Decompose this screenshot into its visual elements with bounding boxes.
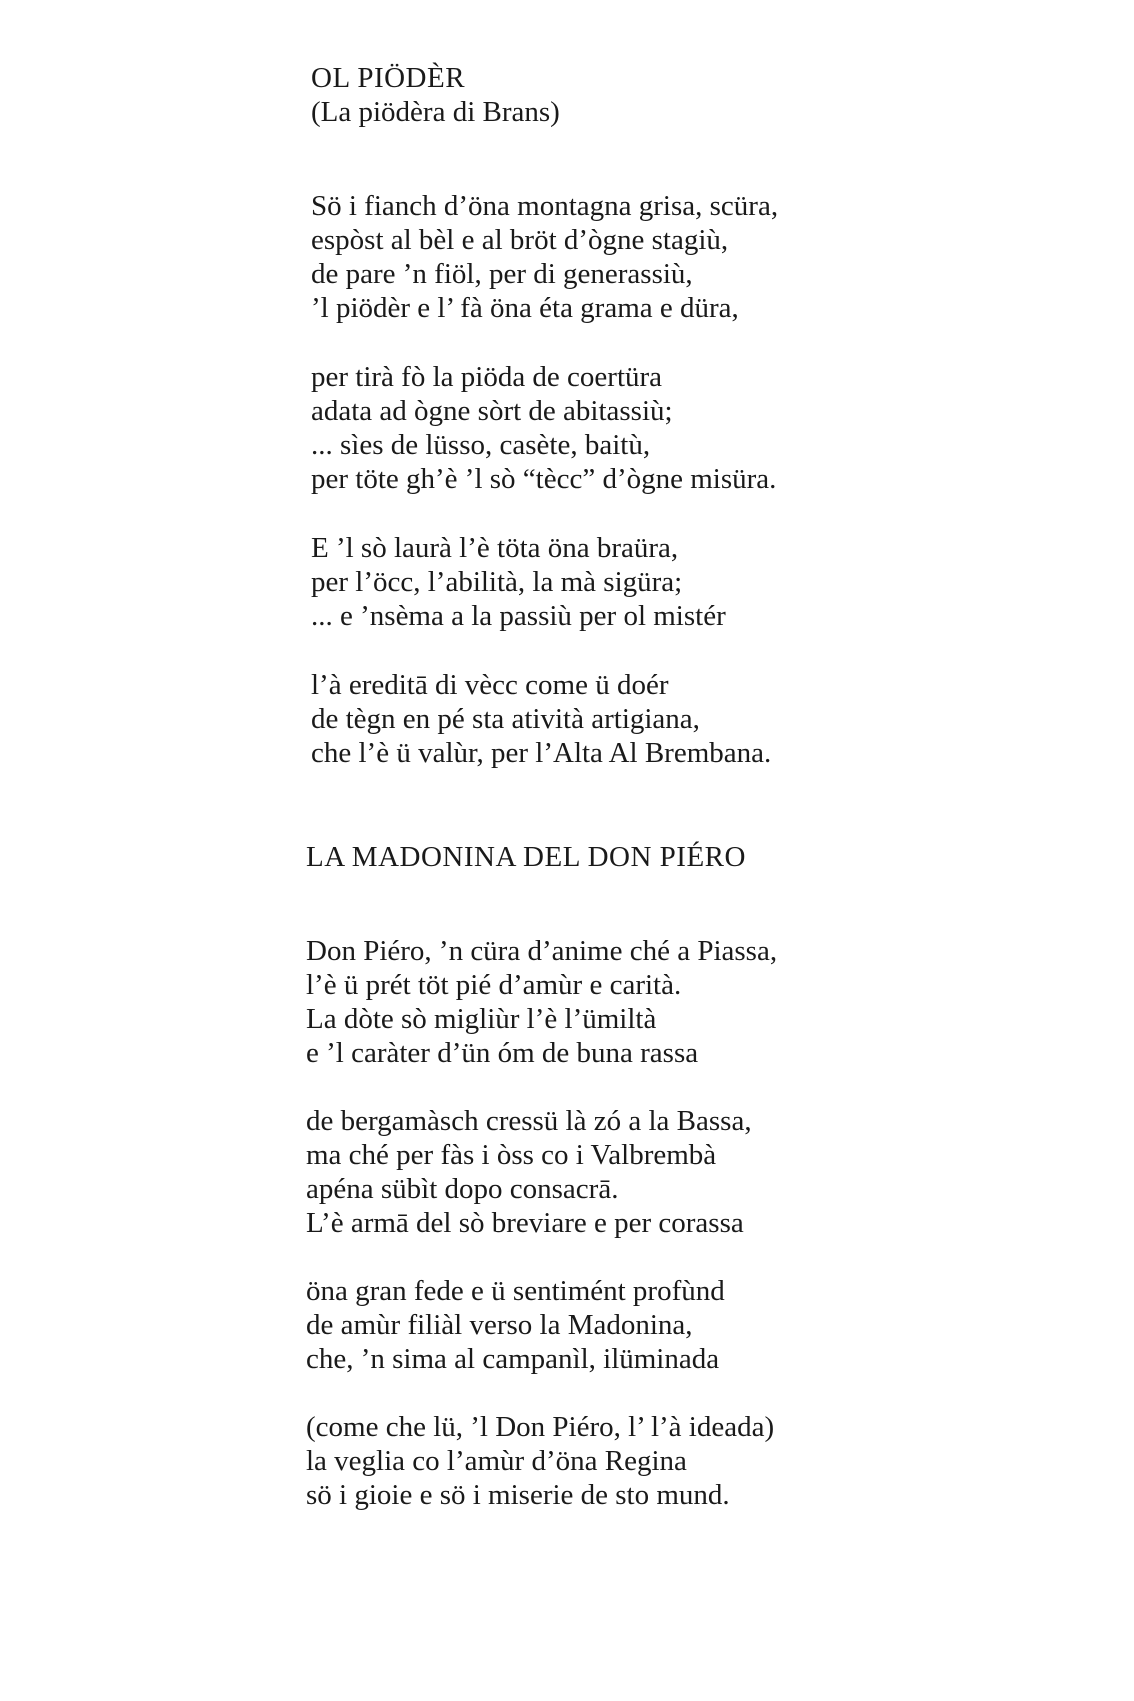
verse-line: apéna sübìt dopo consacrā. — [306, 1173, 619, 1205]
verse-line: che l’è ü valùr, per l’Alta Al Brembana. — [311, 737, 772, 769]
verse-line: de bergamàsch cressü là zó a la Bassa, — [306, 1105, 752, 1137]
verse-line: per töte gh’è ’l sò “tècc” d’ògne misüra. — [311, 463, 777, 495]
stanza — [306, 934, 777, 1070]
verse-line: öna gran fede e ü sentimént profùnd — [306, 1275, 725, 1307]
verse-line: ma ché per fàs i òss co i Valbrembà — [306, 1139, 717, 1171]
stanza — [306, 1410, 777, 1512]
verse-line: adata ad ògne sòrt de abitassiù; — [311, 395, 673, 427]
verse-line: la veglia co l’amùr d’öna Regina — [306, 1445, 687, 1477]
stanza — [311, 360, 778, 496]
poem-header — [306, 840, 746, 874]
stanza — [311, 531, 778, 633]
verse-line: Sö i fianch d’öna montagna grisa, scüra, — [311, 190, 779, 222]
verse-line: de tègn en pé sta atività artigiana, — [311, 703, 700, 735]
verse-line: e ’l caràter d’ün óm de buna rassa — [306, 1037, 699, 1069]
poem-subtitle: (La piödèra di Brans) — [311, 96, 560, 128]
verse-line: che, ’n sima al campanìl, ilüminada — [306, 1343, 720, 1375]
poem-body — [306, 934, 777, 1512]
poem-title: OL PIÖDÈR — [311, 62, 466, 94]
poem-title: LA MADONINA DEL DON PIÉRO — [306, 841, 746, 873]
verse-line: ... sìes de lüsso, casète, baitù, — [311, 429, 651, 461]
verse-line: E ’l sò laurà l’è töta öna braüra, — [311, 532, 679, 564]
verse-line: l’è ü prét töt pié d’amùr e carità. — [306, 969, 682, 1001]
verse-line: La dòte sò migliùr l’è l’ümiltà — [306, 1003, 657, 1035]
verse-line: de amùr filiàl verso la Madonina, — [306, 1309, 693, 1341]
stanza — [311, 189, 778, 325]
stanza — [306, 1274, 777, 1376]
verse-line: L’è armā del sò breviare e per corassa — [306, 1207, 744, 1239]
verse-line: sö i gioie e sö i miserie de sto mund. — [306, 1479, 730, 1511]
verse-line: (come che lü, ’l Don Piéro, l’ l’à ideada) — [306, 1411, 775, 1443]
verse-line: l’à ereditā di vècc come ü doér — [311, 669, 669, 701]
stanza — [311, 668, 778, 770]
poem-body — [311, 189, 778, 770]
poem-header — [311, 61, 560, 129]
stanza — [306, 1104, 777, 1240]
verse-line: de pare ’n fiöl, per di generassiù, — [311, 258, 693, 290]
verse-line: Don Piéro, ’n cüra d’anime ché a Piassa, — [306, 935, 778, 967]
verse-line: ... e ’nsèma a la passiù per ol mistér — [311, 600, 726, 632]
verse-line: ’l piödèr e l’ fà öna éta grama e düra, — [311, 292, 739, 324]
verse-line: per l’öcc, l’abilità, la mà sigüra; — [311, 566, 683, 598]
verse-line: espòst al bèl e al bröt d’ògne stagiù, — [311, 224, 729, 256]
verse-line: per tirà fò la piöda de coertüra — [311, 361, 663, 393]
